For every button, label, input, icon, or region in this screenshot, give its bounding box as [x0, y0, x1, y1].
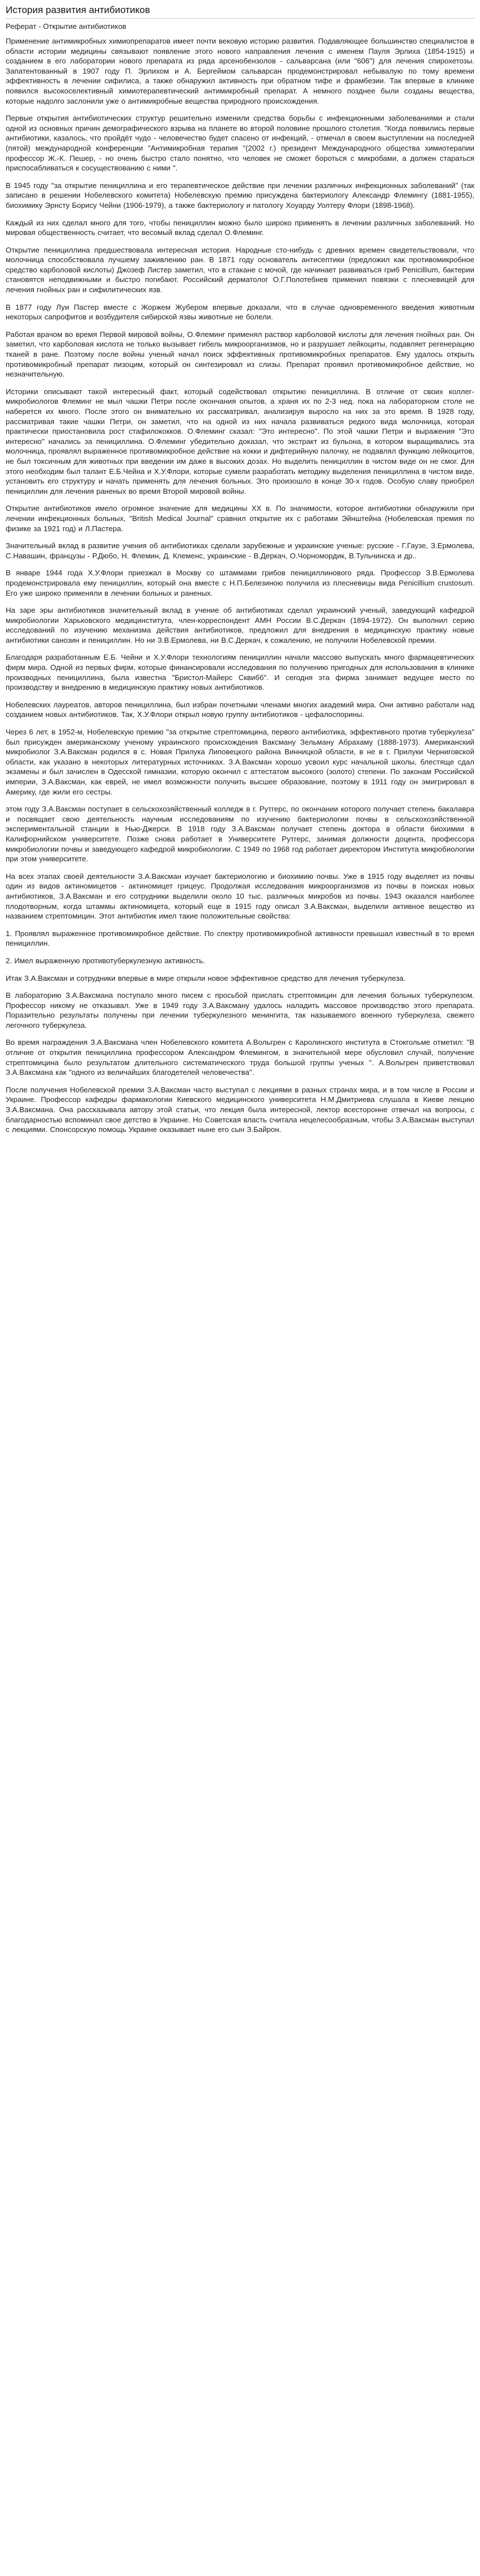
list-item: 1. Проявлял выраженное противомикробное действие. По спектру противомикробной активности превышал известный в то время пенициллин. [6, 929, 474, 948]
paragraph: Открытие антибиотиков имело огромное значение для медицины ХХ в. По значимости, которое антибиотики обнаружили при лечении инфекционных больных, "British Medical Journal" сравнил открытие их с работами Эйнштейна (Нобелевская премия по физике за 1921 год) и Л.Пастера. [6, 504, 474, 533]
paragraph: Работая врачом во время Первой мировой войны, О.Флеминг применял раствор карболовой кислоты для лечения гнойных ран. Он заметил, что карболовая кислота не только вызывает гибель микроорганизмов, но и разрушает лейкоциты, подавляет регенерацию тканей в ране. Поэтому после войны ученый начал поиск эффективных противомикробных препаратов. Ему удалось открыть противомикробный препарат лизоцим, который он синтезировал из слизы. Препарат проявил противомикробное действие, но незначительную. [6, 330, 474, 379]
paragraph: Благодаря разработанным Е.Б. Чейни и Х.У.Флори технологиям пенициллин начали массово выпускать много фармацевтических фирм мира. Одной из первых фирм, которые финансировали исследования по получению пригодных для использования в клинике производных пенициллина, была известна "Бристол-Майерс Сквибб". И сегодня эта фирма занимает ведущее место по производству и внедрению в медицинскую практику новых антибиотиков. [6, 653, 474, 692]
paragraph: После получения Нобелевской премии З.А.Ваксман часто выступал с лекциями в разных странах мира, и в том числе в России и Украине. Профессор кафедры фармакологии Киевского медицинского университета Н.М.Дмитриева слушала в Киеве лекцию З.А.Ваксмана. Она рассказывала автору этой статьи, что лекция была интересной, лектор всесторонне отвечал на вопросы, с благодарностью вспоминал свое детство в Украине. Но Советская власть считала нецелесообразным, чтобы З.А.Ваксман выступал с лекциями. Спонсорскую помощь Украине оказывает ныне его сын З.Байрон. [6, 1085, 474, 1134]
paragraph: На всех этапах своей деятельности З.А.Ваксман изучает бактериологию и биохимию почвы. Уже в 1915 году выделяет из почвы один из видов актиномицетов - актиномицет грицеус. Продолжая исследования микроорганизмов из почвы в поисках новых антибиотиков, З.А.Ваксман и его сотрудники выделили около 10 тыс. различных микробов из почвы. 1943 оказался наиболее плодотворным, когда штаммы актиномицета, который еще в 1915 году описал З.А.Ваксман, выделили активное вещество из названием стрептомицин. Этот антибиотик имел такие положительные свойства: [6, 872, 474, 921]
paragraph: В 1877 году Луи Пастер вместе с Жоржем Жубером впервые доказали, что в случае одновременного введения животным некоторых сапрофитов и возбудителя сибирской язвы животные не болели. [6, 302, 474, 322]
paragraph: Применение антимикробных химиопрепаратов имеет почти вековую историю развития. Подавляющее большинство специалистов в области истории медицины связывают появление этого нового направления лечения с именем Пауля Эрлиха (1854-1915) и созданием в его лаборатории нового препарата из ряда арсенобензолов - сальварсана (или "606") для лечения спирохетозы. Запатентованный в 1907 году П. Эрлихом и А. Бергеймом сальварсан продемонстрировал небывалую по тому времени эффективность в лечении сифилиса, а также обнаружил активность при обратном тифе и фрамбезии. Так впервые в клинике появился высокоселективный химиотерапевтический антимикробный препарат. А немного позднее были созданы вещества, которые надолго заслонили уже о антимикробные вещества природного происхождения. [6, 37, 474, 105]
paragraph: Историки описывают такой интересный факт, который содействовал открытию пенициллина. В отличие от своих коллег-микробиологов Флеминг не мыл чашки Петри после окончания опытов, а храня их по 2-3 нед. пока на лабораторном столе не наберется их много. После этого он внимательно их рассматривал, анализируя выросло на них за это время. В 1928 году, рассматривая такие чашки Петри, он заметил, что на одной из них начала развиваться редкого вида молочница, которая практически приостановила рост стафилококков. О.Флеминг сказал: "Это интересно". По этой чашки Петри и выражения "Это интересно" начались за пенициллина. О.Флеминг убедительно доказал, что экстракт из бульона, в котором выращивались эта молочница, проявлял выраженное противомикробное действие на кокки и дифтерийную палочку, не подавлял функцию лейкоцитов, не был токсичным для животных при введении им даже в высоких дозах. Но выделить пенициллин в чистом виде он не смог. Для этого необходим был талант Е.Б.Чейна и Х.У.Флори, которые сумели разработать методику выделения пенициллина в чистом виде, установить его структуру и начать применять для лечения больных. Это произошло в конце 30-х годов. Особую славу приобрел пенициллин для лечения раненых во время Второй мировой войны. [6, 387, 474, 495]
paragraph: Нобелевских лауреатов, авторов пенициллина, был избран почетными членами многих академий мира. Они активно работали над созданием новых антибиотиков. Так, Х.У.Флори открыл новую группу антибиотиков - цефалоспорины. [6, 700, 474, 719]
paragraph: В 1945 году "за открытие пенициллина и его терапевтическое действие при лечении различных инфекционных заболеваний" (так записано в решении Нобелевского комитета) Нобелевскую премию присуждена бактериологу Александр Флемингу (1881-1955), биохимику Эрнсту Борису Чейни (1906-1979), а также бактериологу и патологу Хоуарду Уолтеру Флори (1898-1968). [6, 181, 474, 210]
paragraph: этом году З.А.Ваксман поступает в сельскохозяйственный колледж в г. Рутгерс, по окончании которого получает степень бакалавра и посвящает свою деятельность научным исследованиям по изучению бактериологии почвы в сельскохозяйственной экспериментальной станции в Нью-Джерси. В 1918 году З.А.Ваксман получает степень доктора в области биохимии в Калифорнийском университете. Позже снова работает в Университете Рутгерс, занимая должности доцента, профессора микробиологии почвы и заведующего кафедрой микробиологии. С 1949 по 1968 год работает директором Института микробиологии при этом университете. [6, 805, 474, 864]
article-subtitle: Реферат - Открытие антибиотиков [6, 22, 126, 31]
paragraph: В январе 1944 года Х.У.Флори приезжал в Москву со штаммами грибов пенициллинового ряда. Профессор З.В.Ермолева продемонстрировала ему пенициллин, который она вместе с Н.П.Белезиною получила из плесневицы вида Penicillium crustosum. Его уже широко применяли в лечении больных и раненых. [6, 569, 474, 597]
paragraph: Через 6 лет, в 1952-м, Нобелевскую премию "за открытие стрептомицина, первого антибиотика, эффективного против туберкулеза" был присужден американскому ученому украинского происхождения Ваксману Зельману Абрахаму (1888-1973). Американский микробиолог З.А.Ваксман родился в с. Новая Прилука Липовецкого района Винницкой области, в не в г. Прилуки Черниговской области, как указано в некоторых литературных источниках. З.А.Ваксман хорошо усвоил курс начальной школы, блестяще сдал экзамены и был зачислен в Одесской гимназии, которую окончил с аттестатом высокого (золото) степени. По законам Российской империи, З.А.Ваксман, как еврей, не имел возможности получить высшее образование, поэтому в 1911 году он эмигрировал в Америку, где жили его сестры. [6, 728, 474, 796]
paragraph: Значительный вклад в развитие учения об антибиотиках сделали зарубежные и украинские ученые: русские - Г.Гаузе, З.Ермолева, С.Навашин, французы - Р.Дюбо, Н. Флемин, Д. Клеменс, украинские - В.Деркач, О.Чорномордик, В.Тульчинска и др.. [6, 541, 474, 560]
article-title: История развития антибиотиков [6, 5, 474, 19]
paragraph: Каждый из них сделал много для того, чтобы пенициллин можно было широко применять в лечении различных заболеваний. Но мировая общественность считает, что весомый вклад сделал О.Флеминг. [6, 218, 474, 237]
paragraph: Итак З.А.Ваксман и сотрудники впервые в мире открыли новое эффективное средство для лечения туберкулеза. [6, 973, 406, 982]
paragraph: Открытие пенициллина предшествовала интересная история. Народные сто-нибудь с древних времен свидетельствовали, что молочница способствовала лучшему заживлению ран. В 1871 году основатель антисептики (предложил как противомикробное средство карболовой кислоты) Джозеф Листер заметил, что в стакане с мочой, где начинает развиваться гриб Penicillium, бактерии становятся неподвижными и быстро погибают. Российский дерматолог О.Г.Полотебнев применил повязки с плесневицей для лечения гнойных ран и сифилитических язв. [6, 245, 474, 294]
paragraph: Первые открытия антибиотических структур решительно изменили средства борьбы с инфекционными заболеваниями и стали одной из основных причин демографического взрыва на планете во второй половине прошлого столетия. "Когда появились первые антибиотики, казалось, что пройдёт чудо - человечество будет спасено от инфекций, - отмечал в своем выступлении на последней (пятой) международной конференции "Антимикробная терапия "(2002 г.) президент Международного общества химиотерапии профессор Ж.-К. Пешер, - но очень быстро стало понятно, что человек не сможет бороться с микробами, а должен стараться приспосабливаться к сосуществованию с ними ". [6, 114, 474, 173]
article-page [0, 0, 480, 1148]
paragraph: На заре эры антибиотиков значительный вклад в учение об антибиотиках сделал украинский ученый, заведующий кафедрой микробиологии Харьковского медицинститута, член-корреспондент АМН России В.С.Деркач (1894-1972). Он выполнил серию исследований по изучению механизма действия антибиотиков, предложил для внедрения в медицинскую практику новые антибиотики санозин и пенициллин. Но ни З.В.Ермолева, ни В.С.Деркач, к сожалению, не получили Нобелевской премии. [6, 606, 474, 644]
article-body [6, 36, 474, 1135]
list-item: 2. Имел выраженную противотуберкулезную активность. [6, 956, 205, 965]
paragraph: В лабораторию З.А.Ваксмана поступало много писем с просьбой прислать стрептомицин для лечения больных туберкулезом. Профессор никому не отказывал. Уже в 1949 году З.А.Ваксману удалось наладить массовое производство этого препарата. Поразительно результаты получены при лечении туберкулезного менингита, так называемого военного туберкулеза, свежего легочного туберкулеза. [6, 991, 474, 1029]
paragraph: Во время награждения З.А.Ваксмана член Нобелевского комитета А.Вольгрен с Каролинского института в Стокгольме отметил: "В отличие от открытия пенициллина профессором Александром Флемингом, в значительной мере обусловил случай, получение стрептомицина было результатом длительного систематического труда большой группы ученых ". А.Вольгрен приветствовал З.А.Ваксмана как "одного из величайших благодетелей человечества". [6, 1038, 474, 1077]
